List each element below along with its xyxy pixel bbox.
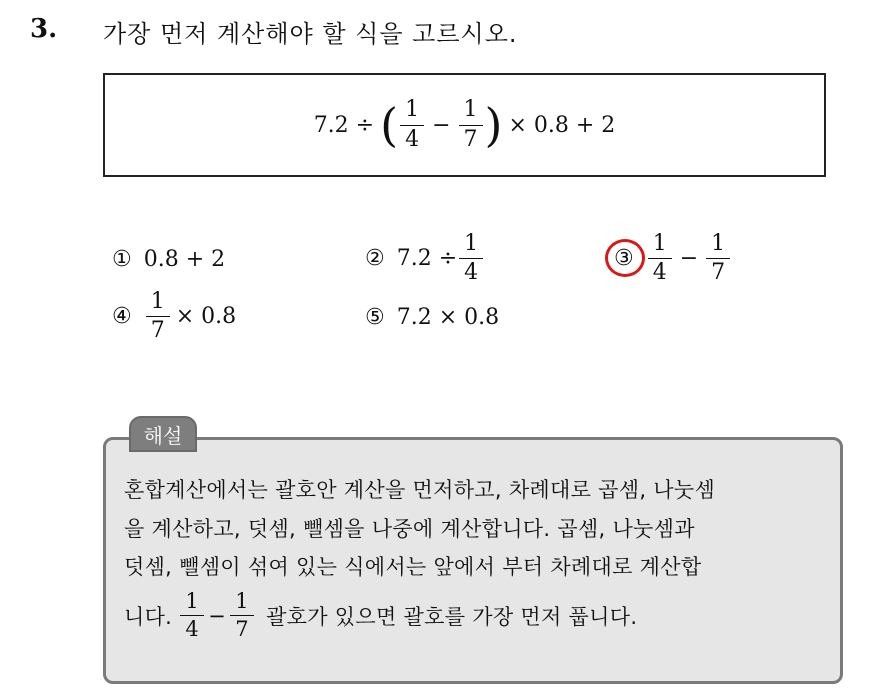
explanation-line-4 [124,590,637,641]
explanation-frac2-denominator: 7 [235,617,249,642]
question-number: 3. [30,14,58,44]
choice-5[interactable] [365,305,499,330]
explanation-frac1-denominator: 4 [185,617,199,642]
choice-3-frac1-numerator: 1 [652,231,667,256]
choice-4[interactable] [112,290,236,343]
expr-frac1-numerator: 1 [405,97,420,123]
choice-2-fraction [461,232,481,285]
choice-4-fraction [148,290,168,343]
expr-frac2-numerator: 1 [463,97,478,123]
explanation-label: 해설 [129,416,197,452]
choice-3[interactable] [614,232,732,285]
choice-3-frac2-denominator: 7 [711,260,726,286]
choice-3-minus: − [679,246,699,272]
explanation-line-1: 혼합계산에서는 괄호안 계산을 먼저하고, 차례대로 곱셈, 나눗셈 [124,478,716,502]
explanation-frac1-numerator: 1 [185,589,199,613]
expr-fraction-1 [402,98,422,151]
choice-4-marker: ④ [112,304,132,330]
choice-5-text: 7.2 × 0.8 [396,305,500,330]
choice-1[interactable] [112,247,225,272]
expr-minus: − [432,112,451,138]
explanation-line-3: 덧셈, 뺄셈이 섞여 있는 식에서는 앞에서 부터 차례대로 계산합 [124,555,702,579]
choice-3-marker-text: ③ [614,246,634,272]
choice-2-text: 7.2 ÷ [396,246,458,272]
choice-2-marker: ② [365,246,385,272]
choice-1-marker: ① [112,247,132,272]
choice-2-denominator: 4 [464,260,479,286]
choice-5-marker: ⑤ [365,305,385,330]
explanation-line-2: 을 계산하고, 덧셈, 뺄셈을 나중에 계산합니다. 곱셈, 나눗셈과 [124,517,695,541]
explanation-minus: − [208,603,227,628]
explanation-line-4-prefix: 니다. [124,604,173,629]
choice-4-denominator: 7 [150,318,165,344]
explanation-frac2-numerator: 1 [235,589,249,613]
choice-3-fraction-2 [708,232,728,285]
choice-1-text: 0.8 + 2 [143,247,226,272]
expr-fraction-2 [461,98,481,151]
question-text: 가장 먼저 계산해야 할 식을 고르시오. [103,20,518,48]
explanation-line-4-suffix: 괄호가 있으면 괄호를 가장 먼저 풉니다. [266,604,638,629]
expr-left: 7.2 ÷ [313,112,375,138]
expression-box [103,73,826,177]
choice-3-frac2-numerator: 1 [711,231,726,256]
expr-frac1-denominator: 4 [405,126,420,152]
expr-frac2-denominator: 7 [463,126,478,152]
choice-2[interactable] [365,232,485,285]
choice-3-marker [614,246,634,271]
choice-2-numerator: 1 [464,231,479,256]
left-paren: ( [380,98,399,152]
choice-4-text: × 0.8 [175,304,237,330]
explanation-fraction-2 [232,590,252,641]
expr-right: × 0.8 + 2 [508,112,616,138]
explanation-fraction-1 [182,590,202,641]
choice-4-numerator: 1 [150,289,165,314]
selection-circle-icon [605,239,645,277]
choice-3-frac1-denominator: 4 [652,260,667,286]
right-paren: ) [484,98,503,152]
choice-3-fraction-1 [650,232,670,285]
